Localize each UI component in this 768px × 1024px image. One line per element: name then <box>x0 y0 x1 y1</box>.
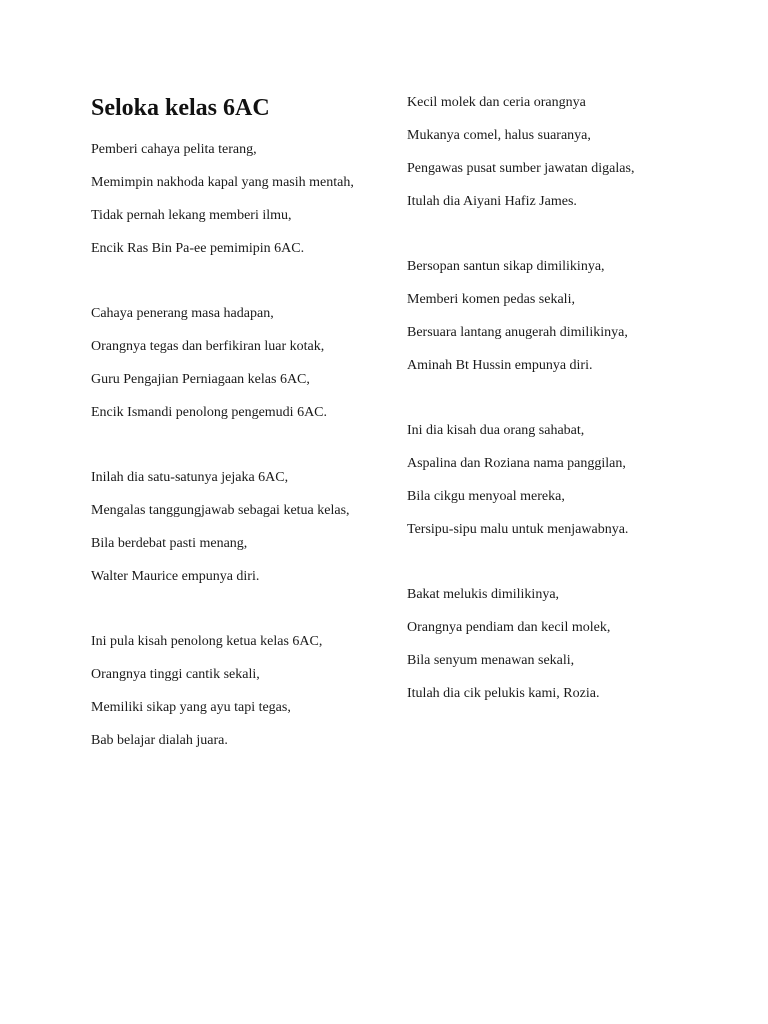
stanza <box>91 631 363 751</box>
verse-line: Memberi komen pedas sekali, <box>407 292 575 307</box>
verse-line: Tersipu-sipu malu untuk menjawabnya. <box>407 522 629 537</box>
verse-line: Bila cikgu menyoal mereka, <box>407 489 565 504</box>
verse-line: Aspalina dan Roziana nama panggilan, <box>407 456 626 471</box>
stanza <box>407 584 697 704</box>
verse-line: Itulah dia Aiyani Hafiz James. <box>407 194 577 209</box>
verse-line: Bakat melukis dimilikinya, <box>407 587 560 602</box>
verse-line: Itulah dia cik pelukis kami, Rozia. <box>407 686 600 701</box>
verse-line: Pengawas pusat sumber jawatan digalas, <box>407 161 635 176</box>
stanza <box>407 420 697 540</box>
verse-line: Ini pula kisah penolong ketua kelas 6AC, <box>91 634 323 649</box>
page-title: Seloka kelas 6AC <box>91 95 270 121</box>
verse-line: Orangnya tegas dan berfikiran luar kotak, <box>91 339 325 354</box>
verse-line: Encik Ras Bin Pa-ee pemimipin 6AC. <box>91 241 305 256</box>
verse-line: Orangnya pendiam dan kecil molek, <box>407 620 611 635</box>
verse-line: Ini dia kisah dua orang sahabat, <box>407 423 585 438</box>
verse-line: Orangnya tinggi cantik sekali, <box>91 667 260 682</box>
verse-line: Memiliki sikap yang ayu tapi tegas, <box>91 700 291 715</box>
verse-line: Cahaya penerang masa hadapan, <box>91 306 274 321</box>
right-column <box>407 92 697 704</box>
verse-line: Tidak pernah lekang memberi ilmu, <box>91 208 292 223</box>
verse-line: Bila berdebat pasti menang, <box>91 536 248 551</box>
verse-line: Guru Pengajian Perniagaan kelas 6AC, <box>91 372 310 387</box>
verse-line: Bersuara lantang anugerah dimilikinya, <box>407 325 628 340</box>
stanza <box>91 467 363 587</box>
verse-line: Kecil molek dan ceria orangnya <box>407 95 586 110</box>
stanza <box>407 92 697 212</box>
stanza <box>91 139 363 259</box>
verse-line: Bila senyum menawan sekali, <box>407 653 575 668</box>
verse-line: Encik Ismandi penolong pengemudi 6AC. <box>91 405 328 420</box>
verse-line: Walter Maurice empunya diri. <box>91 569 260 584</box>
verse-line: Mukanya comel, halus suaranya, <box>407 128 591 143</box>
verse-line: Mengalas tanggungjawab sebagai ketua kelas, <box>91 503 350 518</box>
stanza <box>91 303 363 423</box>
left-column <box>91 139 363 751</box>
verse-line: Bab belajar dialah juara. <box>91 733 228 748</box>
verse-line: Pemberi cahaya pelita terang, <box>91 142 257 157</box>
verse-line: Bersopan santun sikap dimilikinya, <box>407 259 605 274</box>
verse-line: Aminah Bt Hussin empunya diri. <box>407 358 593 373</box>
verse-line: Inilah dia satu-satunya jejaka 6AC, <box>91 470 289 485</box>
stanza <box>407 256 697 376</box>
verse-line: Memimpin nakhoda kapal yang masih mentah, <box>91 175 354 190</box>
